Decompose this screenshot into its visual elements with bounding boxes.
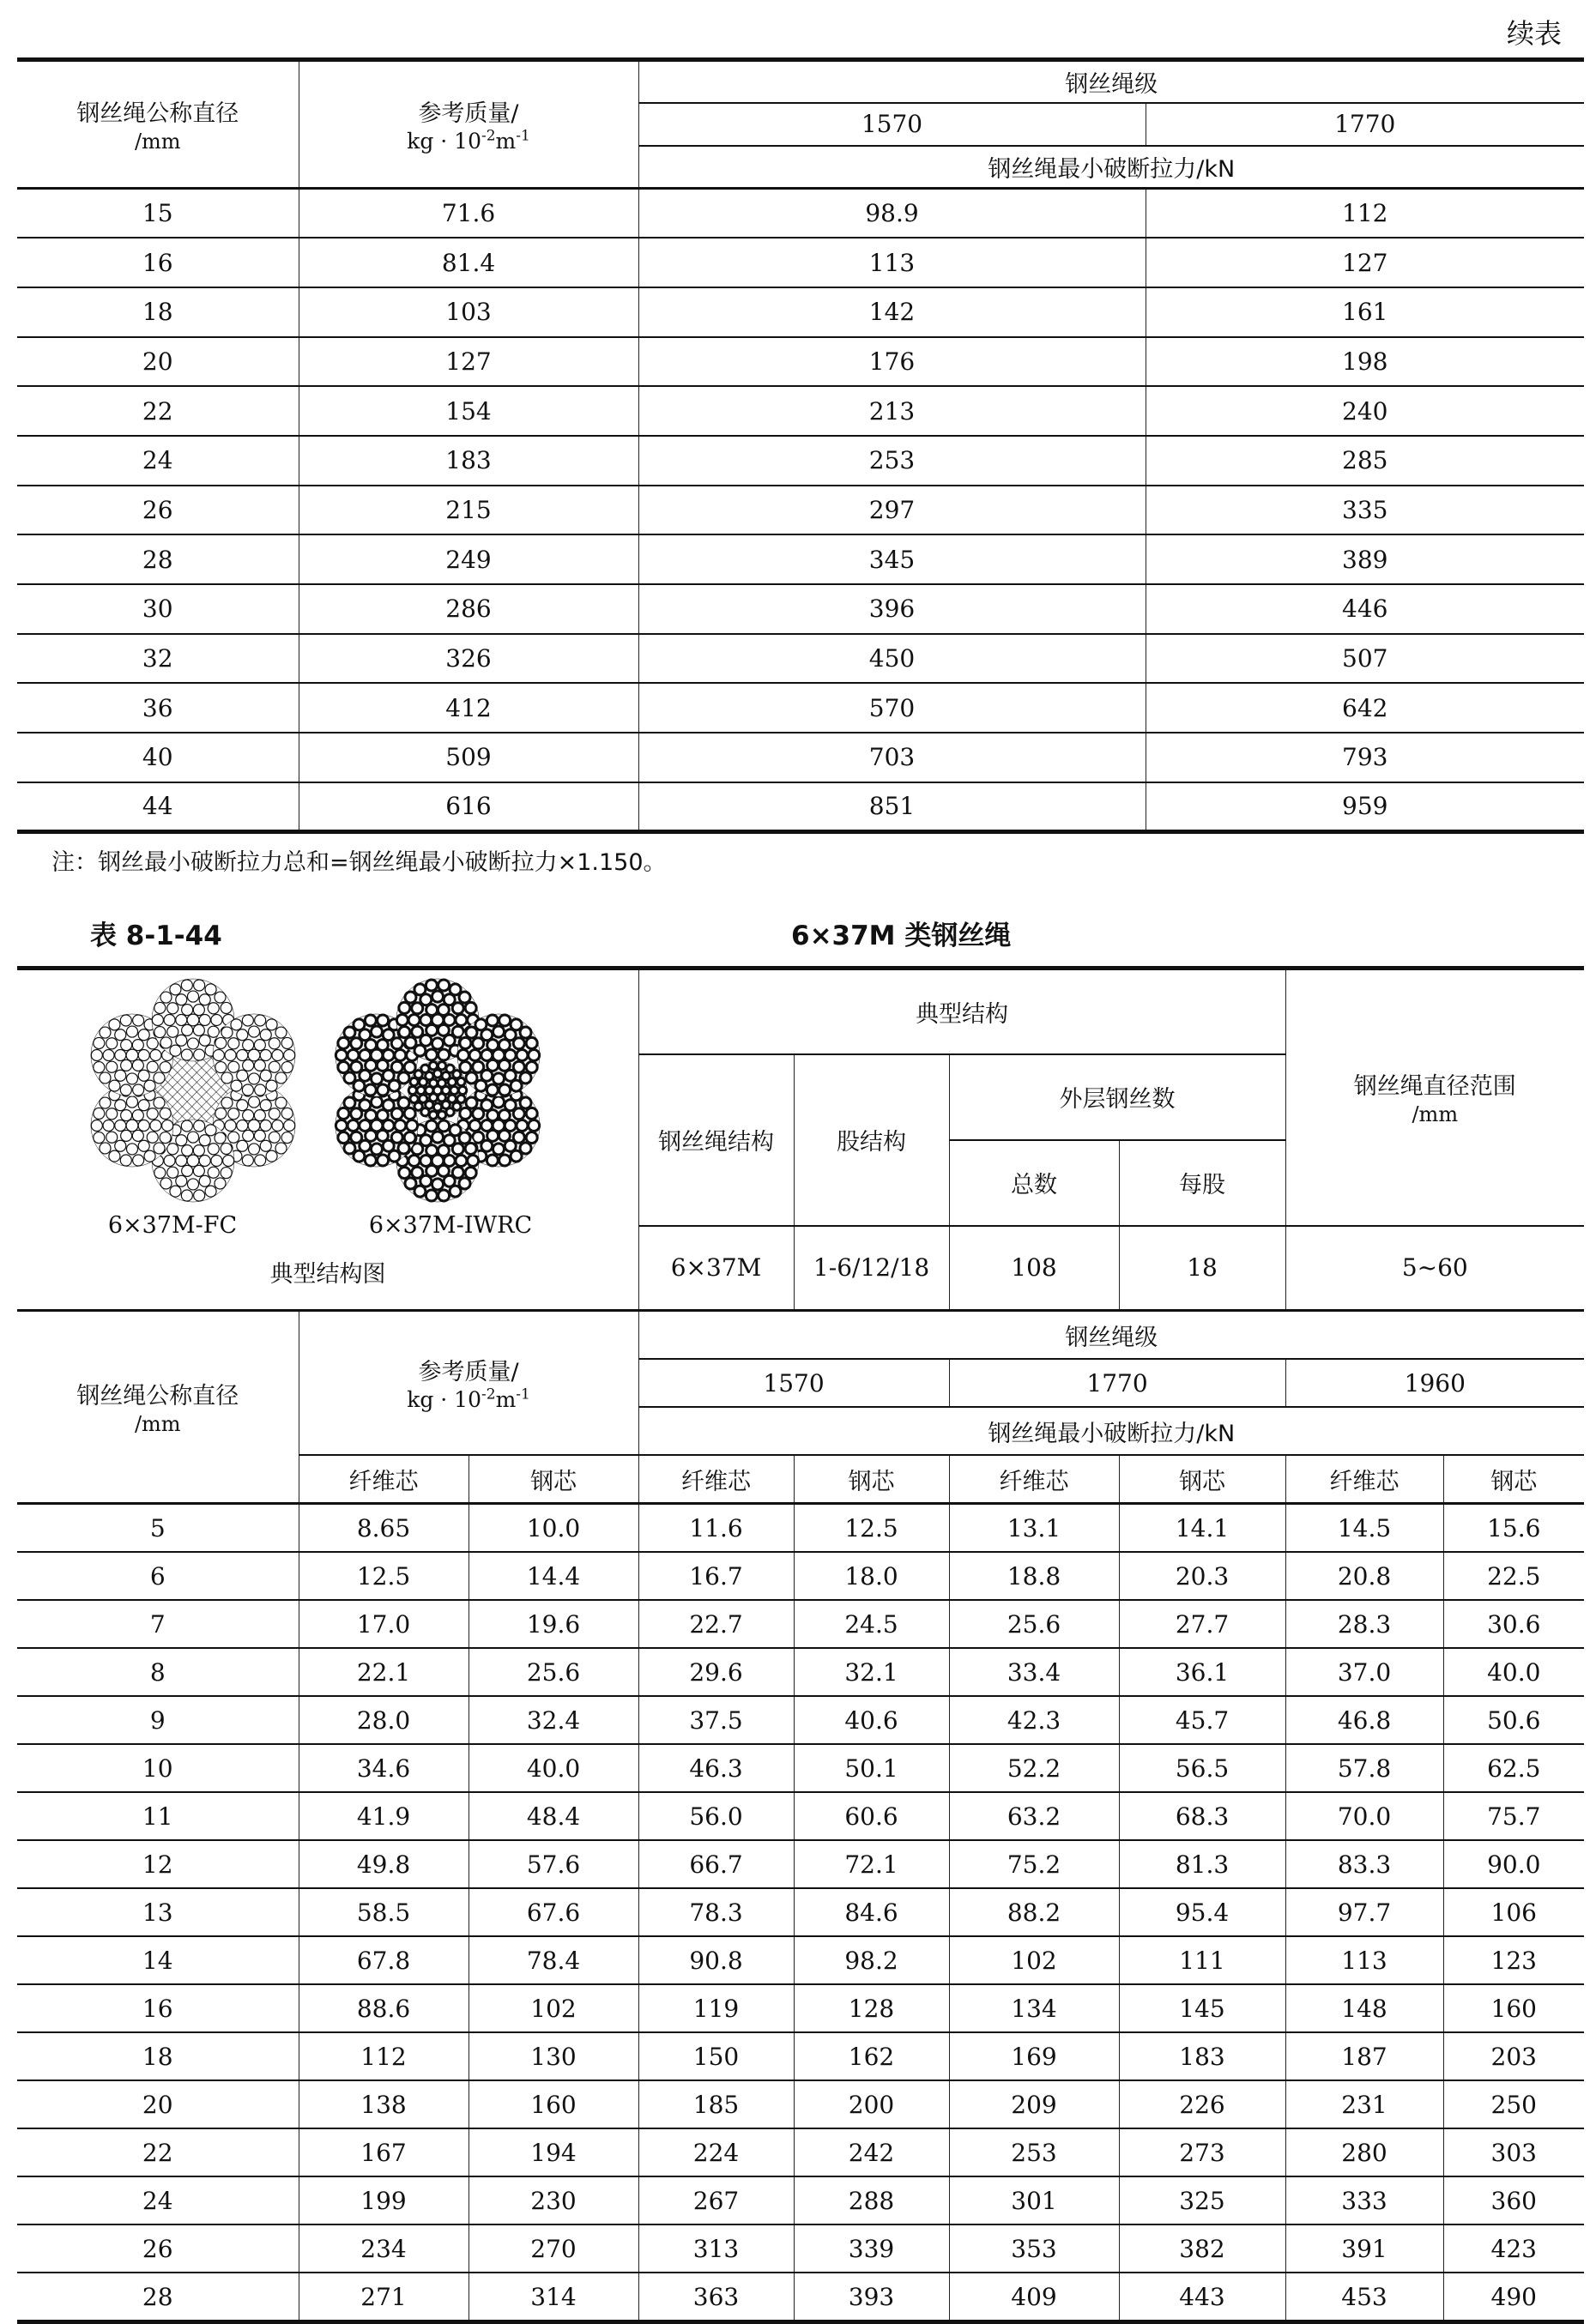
t2-cell: 230 <box>469 2176 638 2224</box>
figure-label-fc: 6×37M-FC <box>107 1212 238 1239</box>
t1-cell: 642 <box>1146 683 1584 733</box>
t1-cell: 198 <box>1146 337 1584 387</box>
t1-cell: 44 <box>17 782 299 832</box>
t2-cell: 68.3 <box>1119 1792 1285 1840</box>
t2-row <box>17 1552 1584 1600</box>
t2-cell: 16 <box>17 1984 299 2032</box>
t1-cell: 127 <box>299 337 638 387</box>
t2-cell: 17.0 <box>299 1600 469 1648</box>
table2 <box>17 966 1584 2324</box>
t2-cell: 353 <box>949 2224 1119 2273</box>
table1 <box>17 57 1584 834</box>
t1-cell: 616 <box>299 782 638 832</box>
t2-cell: 98.2 <box>794 1936 949 1984</box>
t1-grade-1770: 1770 <box>1146 103 1584 146</box>
t2-cell: 160 <box>469 2080 638 2128</box>
t2-cell: 97.7 <box>1285 1888 1443 1936</box>
table2-title: 6×37M 类钢丝绳 <box>791 921 1012 951</box>
t2-cell: 45.7 <box>1119 1696 1285 1744</box>
t2-header-mass: 参考质量/ kg · $10^{-2}m^{-1}$ <box>299 1311 638 1456</box>
t2-cell: 33.4 <box>949 1648 1119 1696</box>
t1-cell: 176 <box>638 337 1146 387</box>
t1-cell: 396 <box>638 584 1146 634</box>
t1-header-force: 钢丝绳最小破断拉力/kN <box>638 146 1584 189</box>
t1-row <box>17 287 1584 337</box>
t2-cell: 22.1 <box>299 1648 469 1696</box>
t2-cell: 203 <box>1443 2032 1584 2080</box>
t1-cell: 112 <box>1146 189 1584 238</box>
t2-cell: 150 <box>638 2032 794 2080</box>
t2-cell: 60.6 <box>794 1792 949 1840</box>
t2-row <box>17 1840 1584 1888</box>
t1-cell: 507 <box>1146 634 1584 684</box>
t2-cell: 37.0 <box>1285 1648 1443 1696</box>
t2-row <box>17 1648 1584 1696</box>
t2-cell: 303 <box>1443 2128 1584 2176</box>
per-strand-value: 18 <box>1119 1226 1285 1311</box>
t1-cell: 22 <box>17 386 299 436</box>
t2-cell: 226 <box>1119 2080 1285 2128</box>
t2-cell: 363 <box>638 2273 794 2322</box>
t1-cell: 15 <box>17 189 299 238</box>
t1-row <box>17 486 1584 535</box>
t2-cell: 183 <box>1119 2032 1285 2080</box>
t2-cell: 78.3 <box>638 1888 794 1936</box>
t2-cell: 145 <box>1119 1984 1285 2032</box>
t2-cell: 57.8 <box>1285 1744 1443 1792</box>
t1-cell: 851 <box>638 782 1146 832</box>
t2-cell: 10.0 <box>469 1504 638 1553</box>
rope-structure-value: 6×37M <box>638 1226 794 1311</box>
t2-row <box>17 1744 1584 1792</box>
t2-cell: 8 <box>17 1648 299 1696</box>
t1-cell: 30 <box>17 584 299 634</box>
fiber-core-header: 纤维芯 <box>638 1455 794 1504</box>
t1-cell: 213 <box>638 386 1146 436</box>
t1-cell: 509 <box>299 733 638 782</box>
t2-cell: 242 <box>794 2128 949 2176</box>
t2-cell: 58.5 <box>299 1888 469 1936</box>
t1-cell: 183 <box>299 436 638 486</box>
t2-cell: 393 <box>794 2273 949 2322</box>
steel-core-header: 钢芯 <box>1119 1455 1285 1504</box>
t2-cell: 90.8 <box>638 1936 794 1984</box>
t2-cell: 169 <box>949 2032 1119 2080</box>
t2-cell: 26 <box>17 2224 299 2273</box>
t2-cell: 111 <box>1119 1936 1285 1984</box>
t2-row <box>17 2273 1584 2322</box>
continued-label: 续表 <box>1506 17 1562 50</box>
t1-cell: 142 <box>638 287 1146 337</box>
t2-cell: 57.6 <box>469 1840 638 1888</box>
t1-cell: 81.4 <box>299 238 638 287</box>
t2-cell: 9 <box>17 1696 299 1744</box>
t1-cell: 412 <box>299 683 638 733</box>
t2-row <box>17 2224 1584 2273</box>
t1-row <box>17 634 1584 684</box>
t1-cell: 345 <box>638 534 1146 584</box>
t1-row <box>17 436 1584 486</box>
t2-cell: 63.2 <box>949 1792 1119 1840</box>
t2-cell: 270 <box>469 2224 638 2273</box>
t2-cell: 123 <box>1443 1936 1584 1984</box>
t2-cell: 453 <box>1285 2273 1443 2322</box>
t1-cell: 253 <box>638 436 1146 486</box>
t2-cell: 7 <box>17 1600 299 1648</box>
t2-cell: 271 <box>299 2273 469 2322</box>
t2-cell: 20.8 <box>1285 1552 1443 1600</box>
fiber-core-header: 纤维芯 <box>299 1455 469 1504</box>
t1-cell: 127 <box>1146 238 1584 287</box>
t2-cell: 81.3 <box>1119 1840 1285 1888</box>
t2-cell: 128 <box>794 1984 949 2032</box>
table2-number: 表 8-1-44 <box>90 921 222 951</box>
t2-cell: 90.0 <box>1443 1840 1584 1888</box>
t2-cell: 24 <box>17 2176 299 2224</box>
t2-cell: 15.6 <box>1443 1504 1584 1553</box>
t1-cell: 26 <box>17 486 299 535</box>
t2-row <box>17 1984 1584 2032</box>
t2-cell: 27.7 <box>1119 1600 1285 1648</box>
t2-cell: 185 <box>638 2080 794 2128</box>
total-header: 总数 <box>949 1140 1119 1226</box>
t2-cell: 67.8 <box>299 1936 469 1984</box>
t2-cell: 28.0 <box>299 1696 469 1744</box>
t2-cell: 113 <box>1285 1936 1443 1984</box>
t2-cell: 50.6 <box>1443 1696 1584 1744</box>
t2-cell: 75.7 <box>1443 1792 1584 1840</box>
t2-cell: 14.1 <box>1119 1504 1285 1553</box>
t1-row <box>17 782 1584 832</box>
t2-cell: 209 <box>949 2080 1119 2128</box>
t2-cell: 360 <box>1443 2176 1584 2224</box>
t2-cell: 72.1 <box>794 1840 949 1888</box>
t1-cell: 16 <box>17 238 299 287</box>
t2-cell: 22.5 <box>1443 1552 1584 1600</box>
t1-cell: 20 <box>17 337 299 387</box>
t1-cell: 297 <box>638 486 1146 535</box>
t2-cell: 18.8 <box>949 1552 1119 1600</box>
t2-cell: 14.4 <box>469 1552 638 1600</box>
t2-row <box>17 2032 1584 2080</box>
t2-header-force: 钢丝绳最小破断拉力/kN <box>638 1407 1584 1455</box>
t1-cell: 570 <box>638 683 1146 733</box>
t1-cell: 103 <box>299 287 638 337</box>
t2-row <box>17 1936 1584 1984</box>
t2-cell: 42.3 <box>949 1696 1119 1744</box>
t2-grade-1570: 1570 <box>638 1359 949 1407</box>
t2-cell: 288 <box>794 2176 949 2224</box>
t2-row <box>17 1696 1584 1744</box>
diameter-range-value: 5~60 <box>1285 1226 1584 1311</box>
t2-cell: 78.4 <box>469 1936 638 1984</box>
rope-structure-header: 钢丝绳结构 <box>638 1054 794 1226</box>
t2-cell: 84.6 <box>794 1888 949 1936</box>
t2-cell: 102 <box>949 1936 1119 1984</box>
per-strand-header: 每股 <box>1119 1140 1285 1226</box>
figure-label-iwrc: 6×37M-IWRC <box>368 1212 533 1239</box>
t2-cell: 162 <box>794 2032 949 2080</box>
t2-cell: 130 <box>469 2032 638 2080</box>
t1-cell: 286 <box>299 584 638 634</box>
t2-cell: 224 <box>638 2128 794 2176</box>
t2-cell: 46.3 <box>638 1744 794 1792</box>
t1-cell: 326 <box>299 634 638 684</box>
t1-cell: 18 <box>17 287 299 337</box>
t2-header-grade: 钢丝绳级 <box>638 1311 1584 1360</box>
t2-cell: 231 <box>1285 2080 1443 2128</box>
t2-cell: 187 <box>1285 2032 1443 2080</box>
t2-cell: 313 <box>638 2224 794 2273</box>
structure-figure <box>17 969 638 1311</box>
t1-cell: 71.6 <box>299 189 638 238</box>
t2-cell: 6 <box>17 1552 299 1600</box>
t2-cell: 234 <box>299 2224 469 2273</box>
t2-cell: 267 <box>638 2176 794 2224</box>
t2-cell: 273 <box>1119 2128 1285 2176</box>
t1-row <box>17 733 1584 782</box>
figure-caption: 典型结构图 <box>269 1261 386 1288</box>
total-value: 108 <box>949 1226 1119 1311</box>
t2-cell: 167 <box>299 2128 469 2176</box>
t2-cell: 160 <box>1443 1984 1584 2032</box>
t2-row <box>17 1792 1584 1840</box>
t2-cell: 88.6 <box>299 1984 469 2032</box>
t2-cell: 12.5 <box>299 1552 469 1600</box>
steel-core-header: 钢芯 <box>794 1455 949 1504</box>
t1-cell: 240 <box>1146 386 1584 436</box>
t2-row <box>17 1504 1584 1553</box>
t2-row <box>17 1600 1584 1648</box>
diameter-range-header: 钢丝绳直径范围 /mm <box>1285 969 1584 1226</box>
t2-cell: 13 <box>17 1888 299 1936</box>
t2-header-diameter: 钢丝绳公称直径 /mm <box>17 1311 299 1504</box>
t2-cell: 12.5 <box>794 1504 949 1553</box>
t2-cell: 48.4 <box>469 1792 638 1840</box>
t2-cell: 18 <box>17 2032 299 2080</box>
t1-cell: 335 <box>1146 486 1584 535</box>
t1-cell: 285 <box>1146 436 1584 486</box>
t1-row <box>17 238 1584 287</box>
t2-cell: 30.6 <box>1443 1600 1584 1648</box>
table1-note: 注：钢丝最小破断拉力总和=钢丝绳最小破断拉力×1.150。 <box>51 849 667 876</box>
t2-cell: 28.3 <box>1285 1600 1443 1648</box>
t2-cell: 409 <box>949 2273 1119 2322</box>
t2-cell: 8.65 <box>299 1504 469 1553</box>
t1-cell: 793 <box>1146 733 1584 782</box>
t1-cell: 249 <box>299 534 638 584</box>
t2-cell: 325 <box>1119 2176 1285 2224</box>
t2-cell: 62.5 <box>1443 1744 1584 1792</box>
t2-cell: 83.3 <box>1285 1840 1443 1888</box>
t2-cell: 40.0 <box>1443 1648 1584 1696</box>
t2-cell: 250 <box>1443 2080 1584 2128</box>
strand-structure-header: 股结构 <box>794 1054 949 1226</box>
t2-cell: 88.2 <box>949 1888 1119 1936</box>
t1-cell: 113 <box>638 238 1146 287</box>
t1-cell: 40 <box>17 733 299 782</box>
t1-row <box>17 683 1584 733</box>
t1-row <box>17 189 1584 238</box>
steel-core-header: 钢芯 <box>1443 1455 1584 1504</box>
t2-cell: 36.1 <box>1119 1648 1285 1696</box>
t2-cell: 490 <box>1443 2273 1584 2322</box>
t2-cell: 32.1 <box>794 1648 949 1696</box>
t2-cell: 20 <box>17 2080 299 2128</box>
t2-cell: 40.0 <box>469 1744 638 1792</box>
t2-cell: 28 <box>17 2273 299 2322</box>
t2-cell: 34.6 <box>299 1744 469 1792</box>
t2-cell: 301 <box>949 2176 1119 2224</box>
t2-cell: 11 <box>17 1792 299 1840</box>
t2-cell: 11.6 <box>638 1504 794 1553</box>
typical-structure-header: 典型结构 <box>638 969 1285 1054</box>
t1-header-mass: 参考质量/ kg · $10^{-2}m^{-1}$ <box>299 60 638 189</box>
fiber-core-header: 纤维芯 <box>1285 1455 1443 1504</box>
t1-header-grade: 钢丝绳级 <box>638 60 1584 103</box>
t2-cell: 56.0 <box>638 1792 794 1840</box>
t1-cell: 215 <box>299 486 638 535</box>
t2-cell: 148 <box>1285 1984 1443 2032</box>
t2-cell: 443 <box>1119 2273 1285 2322</box>
t2-row <box>17 2080 1584 2128</box>
t2-cell: 70.0 <box>1285 1792 1443 1840</box>
t2-cell: 5 <box>17 1504 299 1553</box>
t2-cell: 32.4 <box>469 1696 638 1744</box>
t2-cell: 29.6 <box>638 1648 794 1696</box>
t2-cell: 25.6 <box>949 1600 1119 1648</box>
t2-cell: 423 <box>1443 2224 1584 2273</box>
t1-cell: 450 <box>638 634 1146 684</box>
t2-row <box>17 2176 1584 2224</box>
t1-row <box>17 337 1584 387</box>
t2-cell: 314 <box>469 2273 638 2322</box>
t2-grade-1770: 1770 <box>949 1359 1285 1407</box>
t2-cell: 382 <box>1119 2224 1285 2273</box>
t2-cell: 194 <box>469 2128 638 2176</box>
t2-cell: 112 <box>299 2032 469 2080</box>
t2-cell: 12 <box>17 1840 299 1888</box>
t2-cell: 22.7 <box>638 1600 794 1648</box>
t2-cell: 253 <box>949 2128 1119 2176</box>
strand-structure-value: 1-6/12/18 <box>794 1226 949 1311</box>
t2-cell: 22 <box>17 2128 299 2176</box>
t1-cell: 36 <box>17 683 299 733</box>
t1-cell: 389 <box>1146 534 1584 584</box>
t2-row <box>17 1888 1584 1936</box>
t1-cell: 98.9 <box>638 189 1146 238</box>
t2-cell: 40.6 <box>794 1696 949 1744</box>
t2-cell: 119 <box>638 1984 794 2032</box>
t2-cell: 333 <box>1285 2176 1443 2224</box>
t1-row <box>17 584 1584 634</box>
t2-cell: 41.9 <box>299 1792 469 1840</box>
t1-cell: 24 <box>17 436 299 486</box>
t2-cell: 138 <box>299 2080 469 2128</box>
t2-cell: 280 <box>1285 2128 1443 2176</box>
t2-cell: 66.7 <box>638 1840 794 1888</box>
steel-core-header: 钢芯 <box>469 1455 638 1504</box>
t2-cell: 49.8 <box>299 1840 469 1888</box>
t2-cell: 24.5 <box>794 1600 949 1648</box>
t2-cell: 20.3 <box>1119 1552 1285 1600</box>
t2-grade-1960: 1960 <box>1285 1359 1584 1407</box>
t2-cell: 19.6 <box>469 1600 638 1648</box>
t2-cell: 37.5 <box>638 1696 794 1744</box>
t1-cell: 32 <box>17 634 299 684</box>
t2-cell: 339 <box>794 2224 949 2273</box>
t1-header-diameter: 钢丝绳公称直径 /mm <box>17 60 299 189</box>
t1-cell: 161 <box>1146 287 1584 337</box>
t2-cell: 14 <box>17 1936 299 1984</box>
t2-cell: 67.6 <box>469 1888 638 1936</box>
t2-cell: 25.6 <box>469 1648 638 1696</box>
t2-cell: 56.5 <box>1119 1744 1285 1792</box>
t2-cell: 18.0 <box>794 1552 949 1600</box>
t2-cell: 106 <box>1443 1888 1584 1936</box>
t2-cell: 199 <box>299 2176 469 2224</box>
t2-cell: 46.8 <box>1285 1696 1443 1744</box>
t2-cell: 134 <box>949 1984 1119 2032</box>
t2-cell: 13.1 <box>949 1504 1119 1553</box>
t1-cell: 703 <box>638 733 1146 782</box>
t1-cell: 959 <box>1146 782 1584 832</box>
t2-cell: 16.7 <box>638 1552 794 1600</box>
t1-cell: 446 <box>1146 584 1584 634</box>
t2-cell: 10 <box>17 1744 299 1792</box>
t2-cell: 391 <box>1285 2224 1443 2273</box>
t1-row <box>17 534 1584 584</box>
t2-cell: 50.1 <box>794 1744 949 1792</box>
t2-row <box>17 2128 1584 2176</box>
t1-row <box>17 386 1584 436</box>
t2-cell: 200 <box>794 2080 949 2128</box>
t2-cell: 14.5 <box>1285 1504 1443 1553</box>
t2-cell: 52.2 <box>949 1744 1119 1792</box>
t2-cell: 95.4 <box>1119 1888 1285 1936</box>
t2-cell: 102 <box>469 1984 638 2032</box>
outer-wires-header: 外层钢丝数 <box>949 1054 1285 1140</box>
t1-cell: 28 <box>17 534 299 584</box>
t1-grade-1570: 1570 <box>638 103 1146 146</box>
fiber-core-header: 纤维芯 <box>949 1455 1119 1504</box>
t2-cell: 75.2 <box>949 1840 1119 1888</box>
t1-cell: 154 <box>299 386 638 436</box>
